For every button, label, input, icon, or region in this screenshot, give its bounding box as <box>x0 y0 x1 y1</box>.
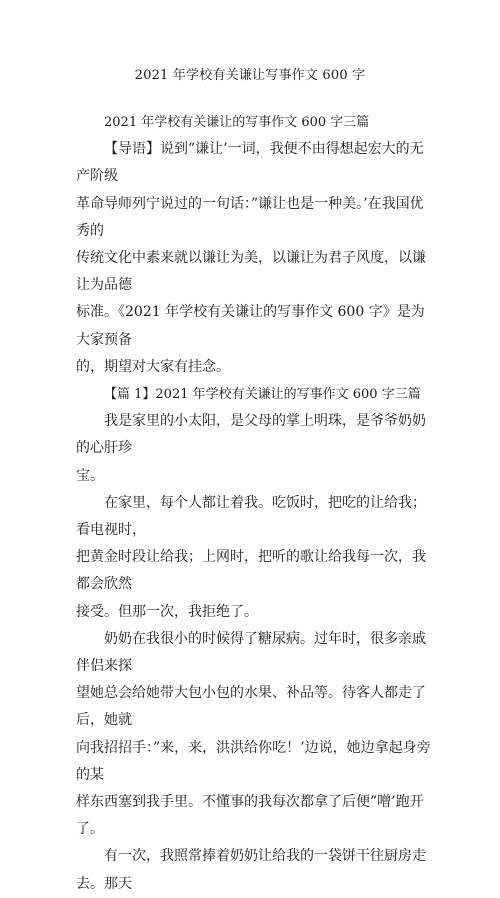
subtitle-paragraph: 2021 年学校有关谦让的写事作文 600 字三篇 <box>104 115 370 130</box>
body-paragraph-3: 奶奶在我很小的时候得了糖尿病。过年时，很多亲戚伴侣来探 望她总会给她带大包小包的水果、补品等。待客人都走了后，她就 向我招招手：”来，来，洪洪给你吃！’边说，她边拿起身旁的某 样东西塞到我手里。不懂事的我每次都拿了后便”噌’跑开了。 <box>76 630 431 838</box>
intro-paragraph: 【导语】说到”谦让’一词，我便不由得想起宏大的无产阶级 革命导师列宁说过的一句话：”谦让也是一种美。’在我国优秀的 传统文化中素来就以谦让为美，以谦让为君子风度，以谦让为品德 标准。《2021 年学校有关谦让的写事作文 600 字》是为大家预备 的，期望对大家有挂念。 <box>76 141 426 375</box>
body-paragraph-1: 我是家里的小太阳，是父母的掌上明珠，是爷爷奶奶的心肝珍 宝。 <box>76 413 426 484</box>
section-heading: 【篇 1】2021 年学校有关谦让的写事作文 600 字三篇 <box>104 387 421 403</box>
document-title: 2021 年学校有关谦让写事作文 600 字 <box>134 68 366 83</box>
document-body <box>76 109 436 898</box>
body-paragraph-4: 有一次，我照常捧着奶奶让给我的一袋饼干往厨房走去。那天 <box>76 848 426 892</box>
body-paragraph-2: 在家里，每个人都让着我。吃饭时，把吃的让给我；看电视时， 把黄金时段让给我；上网时，把听的歌让给我每一次，我都会欣然 接受。但那一次，我拒绝了。 <box>76 494 426 620</box>
